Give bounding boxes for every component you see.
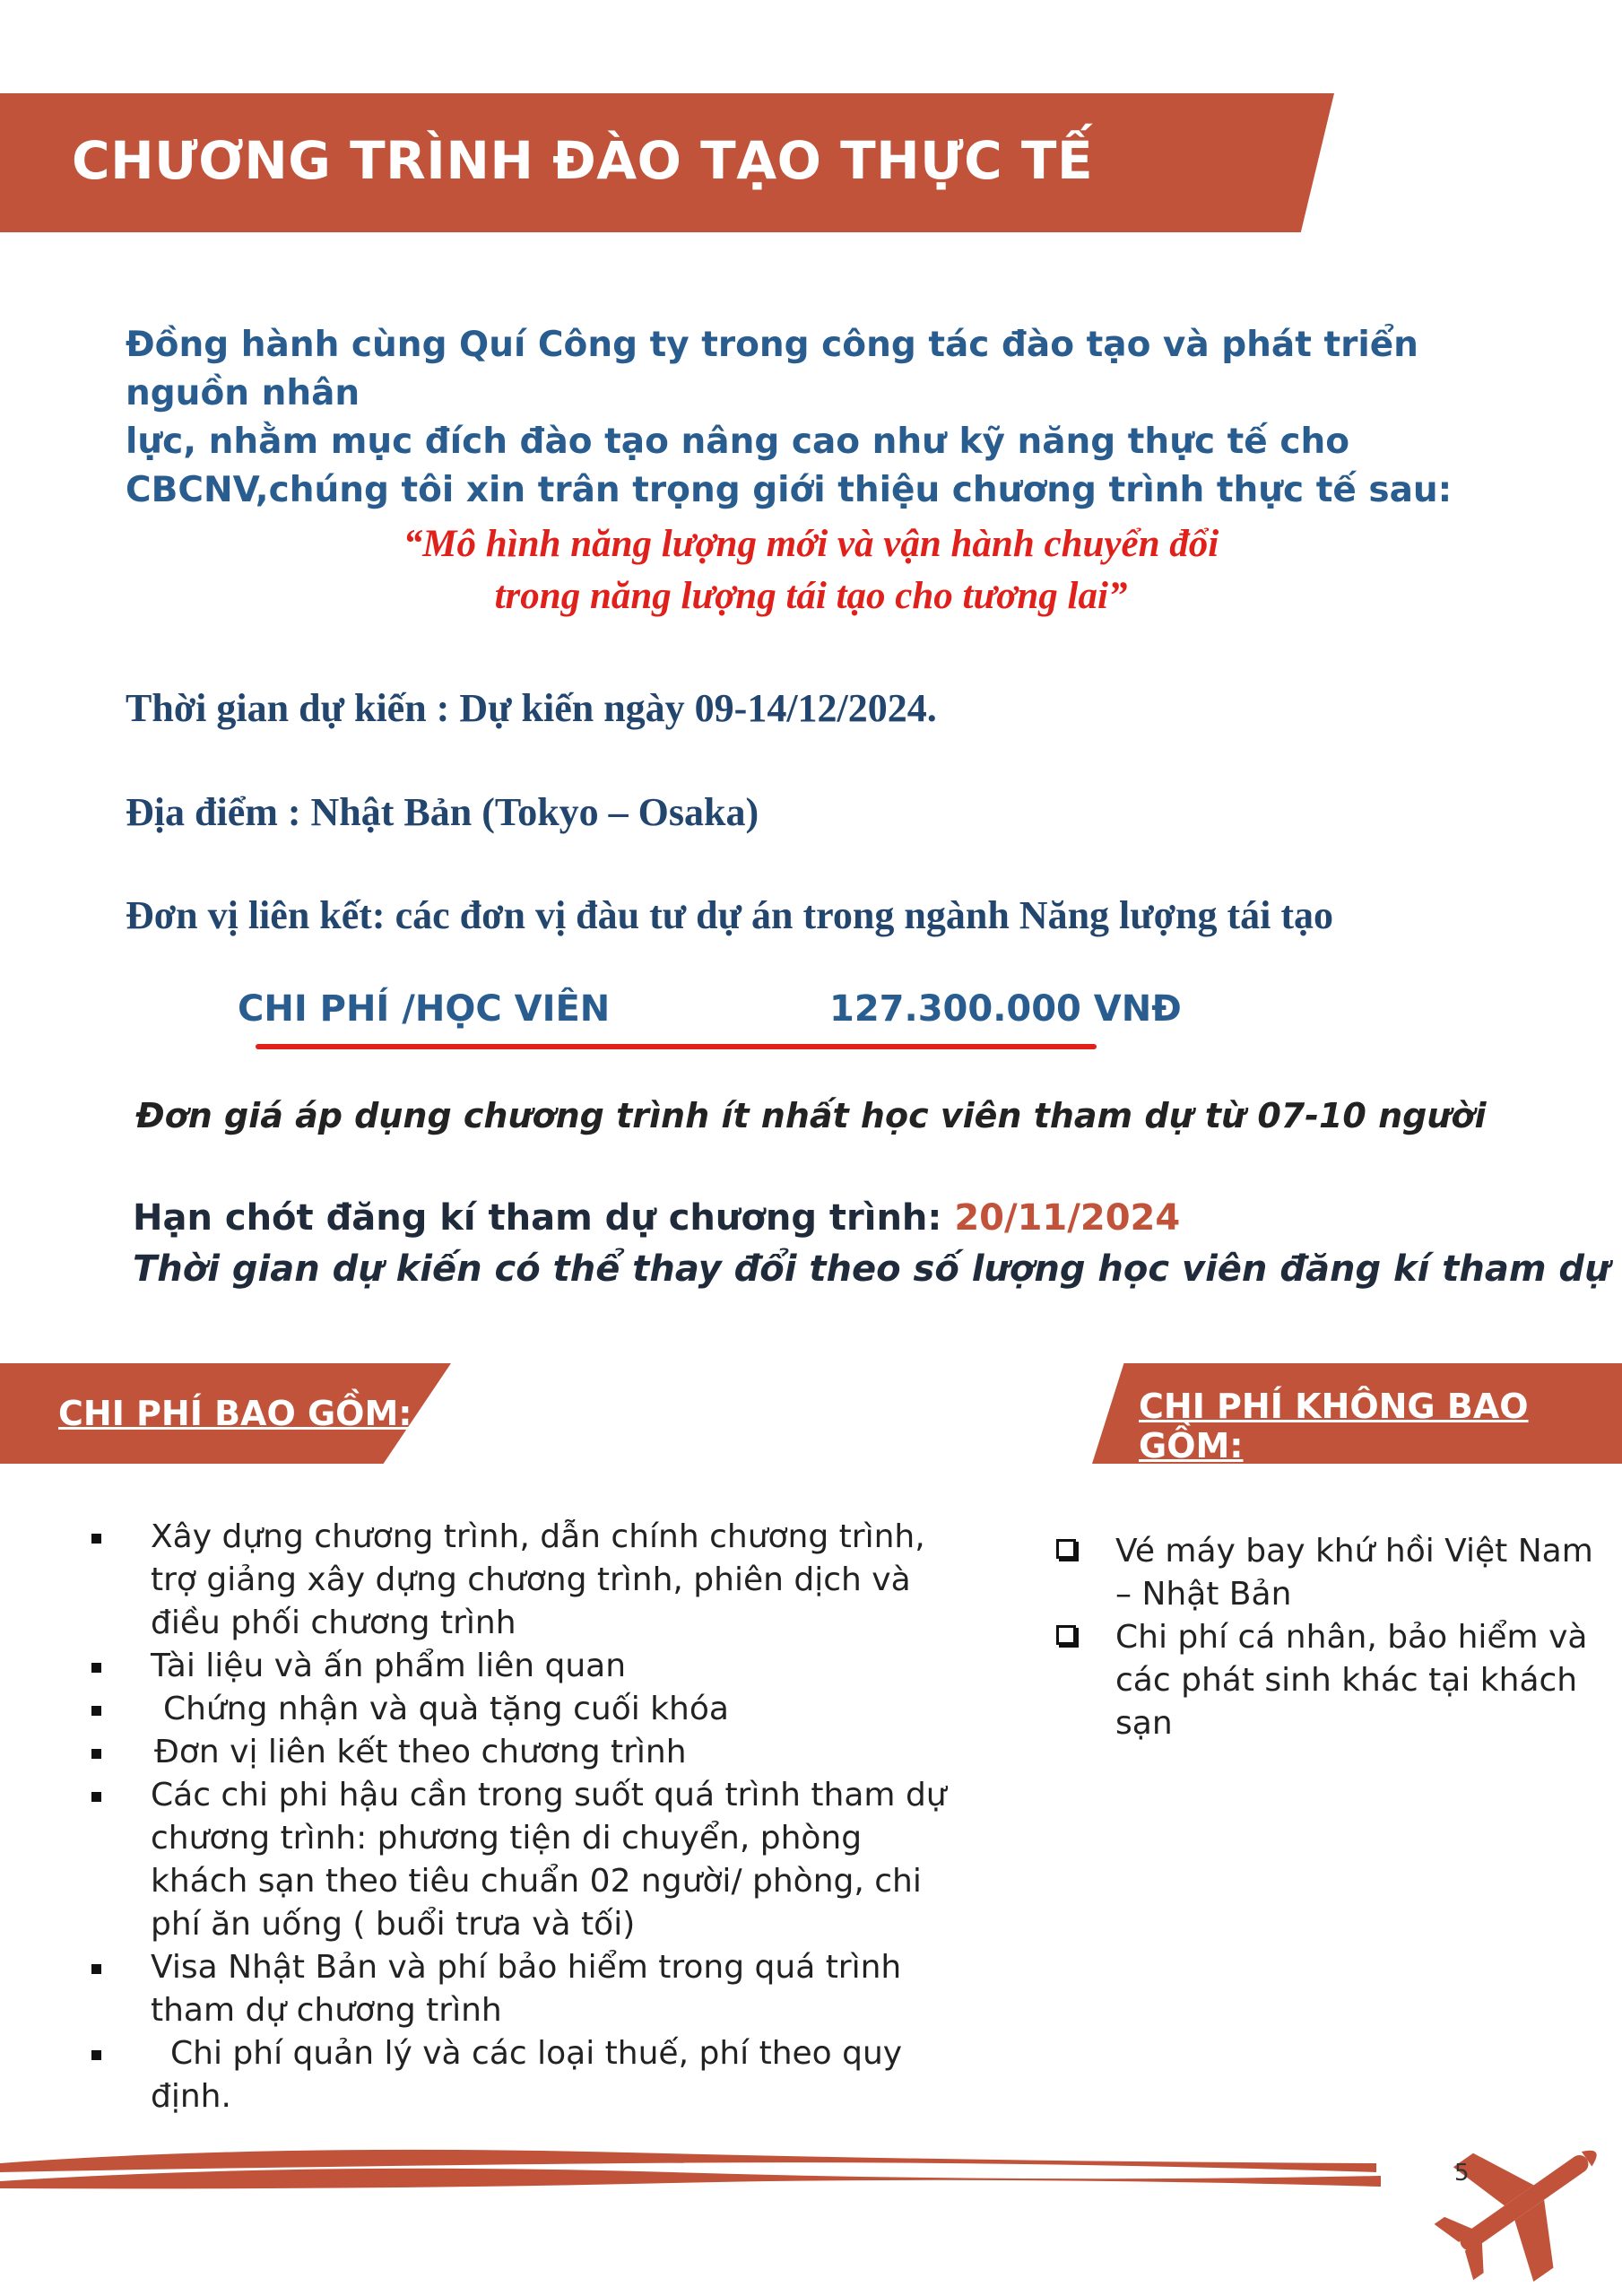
- included-list: [90, 1516, 950, 2118]
- footer-decoration: [0, 2117, 1622, 2296]
- list-item: Các chi phi hậu cần trong suốt quá trình tham dự chương trình: phương tiện di chuyển, phòng khách sạn theo tiêu chuẩn 02 người/ phòng, chi phí ăn uống ( buổi trưa và tối): [90, 1774, 950, 1946]
- deadline-date: 20/11/2024: [954, 1197, 1181, 1239]
- checkbox-icon: [1056, 1539, 1076, 1559]
- list-item: Chi phí quản lý và các loại thuế, phí theo quy định.: [90, 2032, 950, 2118]
- bullet-square-icon: [91, 2050, 101, 2060]
- airplane-icon: [1414, 2117, 1622, 2296]
- cost-underline: [256, 1044, 1097, 1049]
- list-item: Tài liệu và ấn phẩm liên quan: [90, 1645, 950, 1688]
- intro-line: Đồng hành cùng Quí Công ty trong công tác đào tạo và phát triển nguồn nhân: [126, 325, 1418, 413]
- excluded-section-title: CHI PHÍ KHÔNG BAO GỒM:: [1139, 1387, 1529, 1465]
- bullet-square-icon: [91, 1706, 101, 1716]
- deadline-label: Hạn chót đăng kí tham dự chương trình:: [133, 1197, 955, 1239]
- quote-line-2: trong năng lượng tái tạo cho tương lai”: [494, 575, 1128, 617]
- list-item: Vé máy bay khứ hồi Việt Nam – Nhật Bản: [1056, 1530, 1603, 1616]
- footer-swoosh-upper: [0, 2150, 1376, 2172]
- location-detail: Địa điểm : Nhật Bản (Tokyo – Osaka): [126, 790, 759, 834]
- cost-value: 127.300.000 VNĐ: [829, 988, 1182, 1030]
- list-item: Đơn vị liên kết theo chương trình: [90, 1731, 950, 1774]
- cost-label: CHI PHÍ /HỌC VIÊN: [238, 988, 611, 1030]
- list-item: Xây dựng chương trình, dẫn chính chương trình, trợ giảng xây dựng chương trình, phiên dịch và điều phối chương trình: [90, 1516, 950, 1645]
- bullet-square-icon: [91, 1534, 101, 1544]
- bullet-square-icon: [91, 1663, 101, 1673]
- list-item: Chi phí cá nhân, bảo hiểm và các phát sinh khác tại khách sạn: [1056, 1616, 1603, 1745]
- quote-line-1: “Mô hình năng lượng mới và vận hành chuyển đổi: [403, 523, 1219, 565]
- time-detail: Thời gian dự kiến : Dự kiến ngày 09-14/12/2024.: [126, 686, 937, 730]
- list-item: Visa Nhật Bản và phí bảo hiểm trong quá trình tham dự chương trình: [90, 1946, 950, 2032]
- bullet-square-icon: [91, 1964, 101, 1974]
- bullet-square-icon: [91, 1749, 101, 1759]
- partner-detail: Đơn vị liên kết: các đơn vị đàu tư dự án trong ngành Năng lượng tái tạo: [126, 893, 1334, 937]
- page-number: 5: [1454, 2160, 1470, 2187]
- footer-swoosh-lower: [0, 2169, 1381, 2189]
- included-section-title: CHI PHÍ BAO GỒM:: [58, 1394, 412, 1433]
- deadline-note: Thời gian dự kiến có thể thay đổi theo số lượng học viên đăng kí tham dự: [133, 1248, 1610, 1290]
- list-item: Chứng nhận và quà tặng cuối khóa: [90, 1688, 950, 1731]
- registration-deadline: [133, 1197, 1180, 1239]
- intro-line: lực, nhằm mục đích đào tạo nâng cao như kỹ năng thực tế cho: [126, 422, 1349, 462]
- page-title: CHƯƠNG TRÌNH ĐÀO TẠO THỰC TẾ: [72, 130, 1094, 191]
- checkbox-icon: [1056, 1625, 1076, 1645]
- excluded-list: [1056, 1530, 1603, 1745]
- price-note: Đơn giá áp dụng chương trình ít nhất học viên tham dự từ 07-10 người: [135, 1096, 1487, 1135]
- bullet-square-icon: [91, 1792, 101, 1802]
- intro-paragraph: [126, 321, 1524, 515]
- program-quote: [0, 518, 1622, 622]
- intro-line: CBCNV,chúng tôi xin trân trọng giới thiệu chương trình thực tế sau:: [126, 470, 1453, 510]
